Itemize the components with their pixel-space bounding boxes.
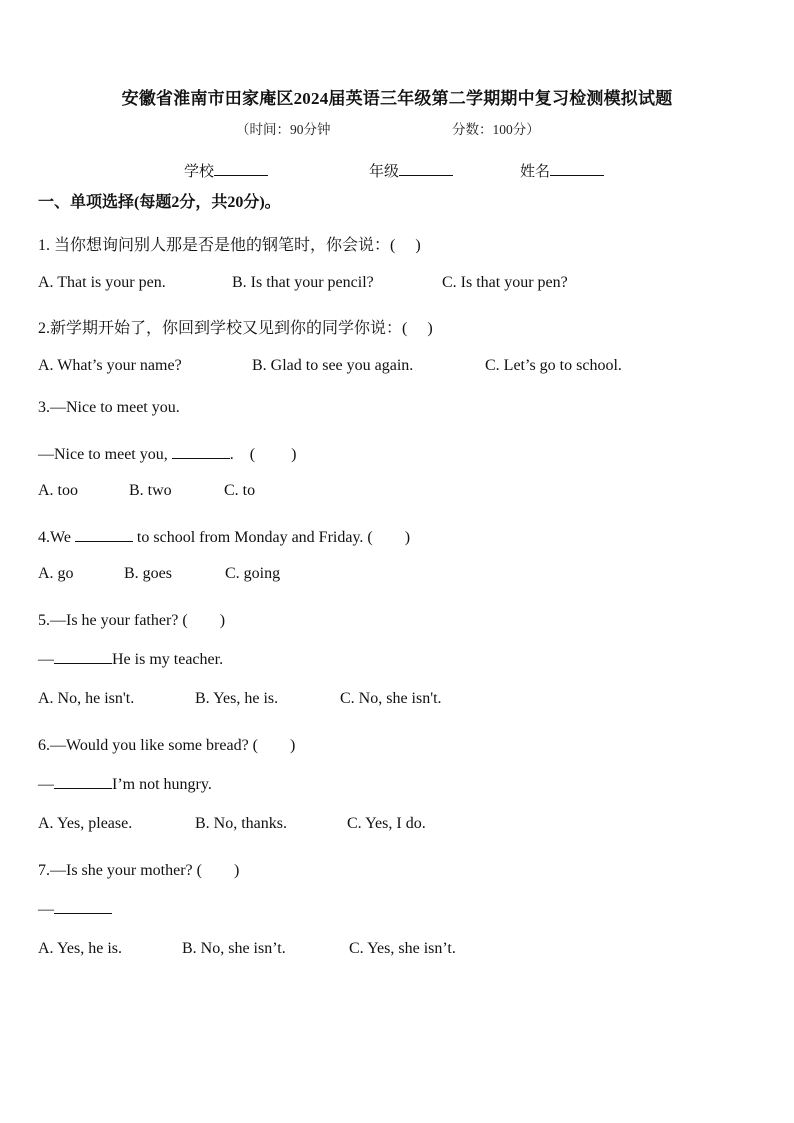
- option-c[interactable]: C. to: [224, 482, 256, 499]
- option-c[interactable]: C. Let’s go to school.: [485, 357, 622, 374]
- response-prefix: —: [38, 776, 54, 793]
- exam-time: （时间：90分钟: [236, 122, 331, 137]
- answer-blank[interactable]: [54, 774, 112, 789]
- option-b[interactable]: B. Glad to see you again.: [252, 357, 414, 374]
- option-b[interactable]: B. goes: [124, 565, 172, 582]
- question-1-stem: 1. 当你想询问别人那是否是他的钢笔时，你会说：( ): [38, 237, 421, 254]
- response-prefix: —: [38, 901, 54, 918]
- option-b[interactable]: B. Is that your pencil?: [232, 274, 374, 291]
- question-5-response: [38, 649, 223, 669]
- option-c[interactable]: C. Is that your pen?: [442, 274, 568, 291]
- question-2-options: [38, 357, 622, 375]
- option-a[interactable]: A. What’s your name?: [38, 357, 182, 374]
- name-blank[interactable]: [550, 161, 604, 176]
- question-7-options: [38, 940, 456, 958]
- grade-field: [369, 160, 453, 181]
- section-heading: 一、单项选择(每题2分，共20分)。: [38, 194, 281, 211]
- option-a[interactable]: A. go: [38, 565, 74, 582]
- school-blank[interactable]: [214, 161, 268, 176]
- stem-prefix: 4.We: [38, 529, 71, 546]
- option-a[interactable]: A. No, he isn't.: [38, 690, 135, 707]
- option-b[interactable]: B. No, thanks.: [195, 815, 287, 832]
- question-4-stem: [38, 524, 410, 547]
- question-7-stem: 7.—Is she your mother? ( ): [38, 862, 240, 879]
- exam-score: 分数：100分）: [452, 122, 540, 137]
- name-field: [520, 160, 604, 181]
- option-c[interactable]: C. going: [225, 565, 281, 582]
- question-5-options: [38, 690, 442, 708]
- school-label: 学校: [184, 164, 215, 180]
- option-b[interactable]: B. No, she isn’t.: [182, 940, 286, 957]
- option-c[interactable]: C. Yes, I do.: [347, 815, 426, 832]
- response-suffix: . ( ): [229, 446, 297, 463]
- option-b[interactable]: B. Yes, he is.: [195, 690, 279, 707]
- option-c[interactable]: C. Yes, she isn’t.: [349, 940, 456, 957]
- option-a[interactable]: A. Yes, please.: [38, 815, 133, 832]
- question-1-options: [38, 274, 568, 292]
- option-c[interactable]: C. No, she isn't.: [340, 690, 442, 707]
- response-suffix: He is my teacher.: [112, 651, 224, 668]
- question-2-stem: 2.新学期开始了，你回到学校又见到你的同学你说：( ): [38, 320, 433, 337]
- answer-blank[interactable]: [172, 444, 230, 459]
- response-prefix: —Nice to meet you,: [38, 446, 168, 463]
- response-suffix: I’m not hungry.: [112, 776, 212, 793]
- answer-blank[interactable]: [54, 899, 112, 914]
- question-7-response: [38, 899, 112, 919]
- question-6-response: [38, 774, 212, 794]
- option-a[interactable]: A. That is your pen.: [38, 274, 166, 291]
- option-a[interactable]: A. Yes, he is.: [38, 940, 123, 957]
- response-prefix: —: [38, 651, 54, 668]
- question-6-options: [38, 815, 426, 833]
- page-title: 安徽省淮南市田家庵区2024届英语三年级第二学期期中复习检测模拟试题: [121, 89, 673, 108]
- option-b[interactable]: B. two: [129, 482, 172, 499]
- name-label: 姓名: [520, 164, 551, 180]
- school-field: [184, 160, 268, 181]
- question-6-stem: 6.—Would you like some bread? ( ): [38, 737, 296, 754]
- question-5-stem: 5.—Is he your father? ( ): [38, 612, 226, 629]
- grade-label: 年级: [369, 164, 400, 180]
- question-3-response: [38, 441, 296, 464]
- stem-suffix: to school from Monday and Friday. ( ): [136, 529, 411, 546]
- question-4-options: [38, 565, 280, 583]
- option-a[interactable]: A. too: [38, 482, 78, 499]
- question-3-options: [38, 482, 255, 500]
- answer-blank[interactable]: [54, 649, 112, 664]
- grade-blank[interactable]: [399, 161, 453, 176]
- question-3-stem: 3.—Nice to meet you.: [38, 399, 180, 416]
- answer-blank[interactable]: [75, 527, 133, 542]
